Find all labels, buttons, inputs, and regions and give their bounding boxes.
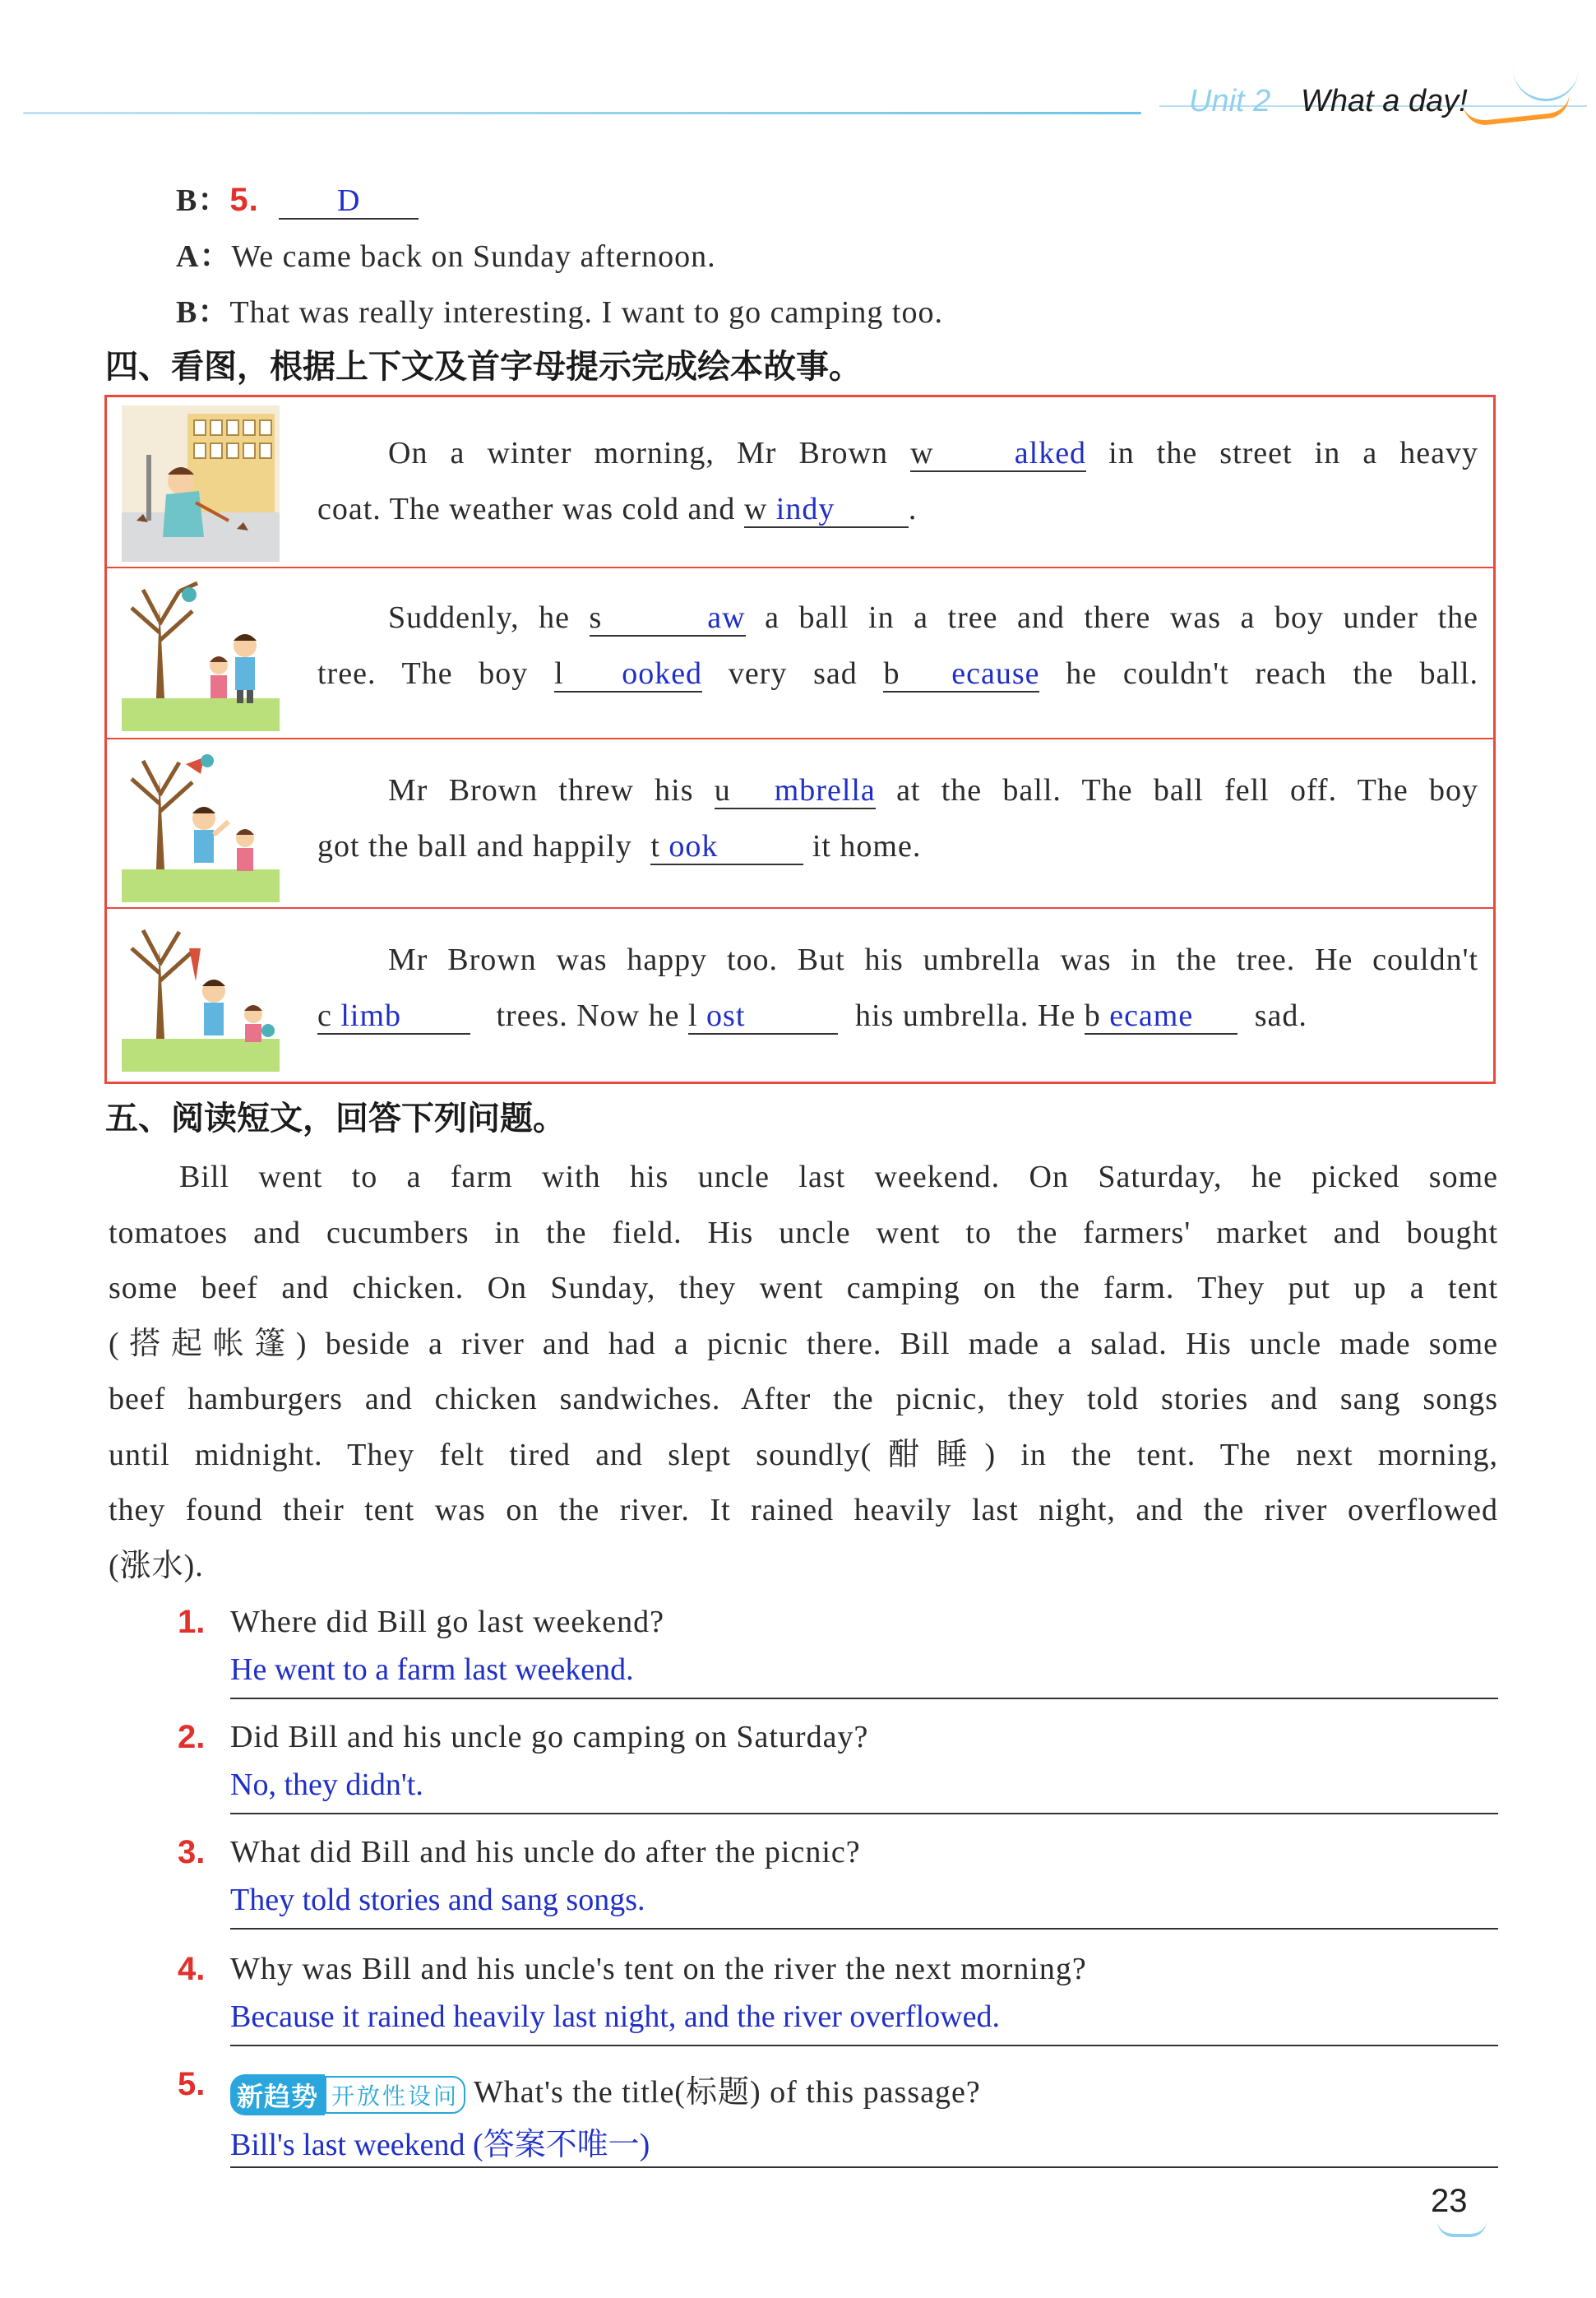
- answer-line: [230, 2166, 1498, 2168]
- blank-answer: ecame: [1109, 998, 1194, 1033]
- story-row-2: [107, 567, 1493, 738]
- story-text-part: Suddenly, he: [388, 600, 570, 635]
- blank-answer: ooked: [622, 656, 703, 691]
- page-number: 23: [1431, 2183, 1468, 2219]
- question-number: 3.: [178, 1834, 206, 1870]
- question-number: 5.: [178, 2066, 206, 2102]
- answer-blank: [317, 1000, 470, 1035]
- illustration-man-walking: [122, 405, 280, 562]
- answer-blank: [590, 602, 746, 637]
- answer-blank: [910, 438, 1086, 472]
- answer-blank: [715, 775, 876, 809]
- answer-blank: [650, 831, 803, 865]
- dialogue-b5: [176, 174, 419, 220]
- answer-blank: [744, 493, 909, 528]
- illustration-umbrella-stuck: [122, 915, 280, 1072]
- story-text-part: got the ball and happily: [317, 829, 632, 864]
- dialogue-b: [176, 286, 943, 331]
- story-text-2: [317, 590, 1478, 702]
- passage-line: until midnight. They felt tired and slept soundly(酣睡) in the tent. The next morning,: [109, 1437, 1498, 1472]
- story-text-part: Mr Brown threw his: [388, 773, 694, 808]
- blank-answer: ost: [706, 998, 746, 1033]
- question-number: 4.: [178, 1951, 206, 1987]
- story-text-part: at the ball. The ball fell off. The boy: [896, 773, 1478, 808]
- question-5: [178, 2066, 1498, 2173]
- answer-blank: [1085, 1000, 1237, 1035]
- trend-badge: 新趋势: [230, 2074, 325, 2115]
- story-text-part: very sad: [728, 656, 858, 691]
- hint-letter: s: [589, 600, 603, 635]
- speaker-label: B：: [176, 183, 230, 218]
- passage-line: Bill went to a farm with his uncle last weekend. On Saturday, he picked some: [179, 1160, 1498, 1194]
- blank-answer: indy: [775, 492, 835, 526]
- blank-answer: alked: [1014, 436, 1087, 470]
- hint-letter: b: [883, 656, 900, 691]
- passage-line: beef hamburgers and chicken sandwiches. After the picnic, they told stories and sang songs: [109, 1382, 1498, 1416]
- answer-line: [230, 1928, 1498, 1930]
- illustration-ball-in-tree: [122, 575, 280, 731]
- answer-line: [230, 1698, 1498, 1699]
- question-text: Did Bill and his uncle go camping on Saturday?: [230, 1720, 869, 1754]
- passage-line: (涨水).: [109, 1548, 204, 1583]
- dialogue-text: We came back on Sunday afternoon.: [231, 239, 716, 274]
- question-answer: Bill's last weekend (答案不唯一): [230, 2128, 650, 2162]
- question-number: 1.: [178, 1604, 206, 1640]
- answer-line: [230, 2045, 1498, 2046]
- question-answer: They told stories and sang songs.: [230, 1883, 645, 1917]
- question-text: Where did Bill go last weekend?: [230, 1605, 665, 1639]
- story-text-part: his umbrella. He: [854, 998, 1076, 1033]
- dialogue-text: That was really interesting. I want to go camping too.: [229, 295, 943, 330]
- question-1: [178, 1604, 1498, 1703]
- story-text-part: .: [908, 492, 918, 526]
- hint-letter: l: [687, 998, 698, 1033]
- blank-answer: mbrella: [774, 773, 876, 808]
- question-text: What did Bill and his uncle do after the picnic?: [230, 1835, 861, 1869]
- illustration-umbrella-throw: [122, 746, 280, 902]
- question-text: What's the title(标题) of this passage?: [473, 2075, 981, 2110]
- hint-letter: w: [743, 492, 768, 526]
- story-text-part: sad.: [1254, 998, 1307, 1033]
- reading-passage: [109, 1150, 1498, 1594]
- story-box: [104, 395, 1496, 1084]
- story-row-1: [107, 397, 1493, 567]
- story-text-part: trees. Now he: [496, 998, 680, 1033]
- blank-answer: ook: [668, 829, 719, 864]
- hint-letter: w: [910, 436, 934, 470]
- passage-line: (搭起帐篷) beside a river and had a picnic there. Bill made a salad. His uncle made some: [109, 1326, 1498, 1361]
- story-text-3: [317, 762, 1478, 874]
- answer-blank: [688, 1000, 838, 1035]
- answer-line: [230, 1813, 1498, 1814]
- blank-answer: aw: [707, 600, 746, 635]
- header-title: What a day!: [1301, 84, 1468, 118]
- question-text-row: [230, 2066, 981, 2115]
- question-answer: Because it rained heavily last night, and the river overflowed.: [230, 1999, 1000, 2034]
- open-question-badge: 开放性设问: [325, 2076, 465, 2114]
- answer-blank: D: [279, 185, 419, 220]
- hint-letter: l: [554, 656, 564, 691]
- story-text-1: [317, 425, 1478, 537]
- story-text-part: a ball in a tree and there was a boy under the: [765, 600, 1478, 635]
- section4-title: 四、看图，根据上下文及首字母提示完成绘本故事。: [105, 348, 862, 386]
- speaker-label: A：: [176, 239, 232, 274]
- question-text: Why was Bill and his uncle's tent on the river the next morning?: [230, 1952, 1087, 1986]
- passage-line: tomatoes and cucumbers in the field. His uncle went to the farmers' market and bought: [109, 1215, 1498, 1250]
- story-row-3: [107, 738, 1493, 907]
- page-number-decoration: [1437, 2221, 1487, 2237]
- blank-answer: ecause: [951, 656, 1040, 691]
- dialogue-a: [176, 230, 716, 276]
- story-text-part: it home.: [812, 829, 922, 864]
- header-unit: Unit 2: [1189, 84, 1271, 118]
- answer-blank: [554, 658, 702, 693]
- question-number: 5.: [229, 182, 259, 218]
- story-text-part: tree. The boy: [317, 656, 529, 691]
- blank-answer: limb: [340, 998, 402, 1033]
- hint-letter: t: [650, 829, 660, 864]
- story-text-4: [317, 932, 1478, 1044]
- story-text-part: coat. The weather was cold and: [317, 492, 736, 526]
- question-answer: He went to a farm last weekend.: [230, 1652, 634, 1687]
- question-2: [178, 1719, 1498, 1818]
- story-text-part: in the street in a heavy: [1108, 436, 1479, 470]
- story-row-4: [107, 907, 1493, 1082]
- hint-letter: c: [317, 998, 332, 1033]
- question-4: [178, 1951, 1498, 2050]
- question-3: [178, 1834, 1498, 1933]
- story-text-part: Mr Brown was happy too. But his umbrella was in the tree. He couldn't: [388, 943, 1478, 977]
- passage-line: some beef and chicken. On Sunday, they went camping on the farm. They put up a tent: [109, 1271, 1498, 1305]
- passage-line: they found their tent was on the river. It rained heavily last night, and the river overflowed: [109, 1493, 1498, 1527]
- question-answer: No, they didn't.: [230, 1768, 423, 1802]
- hint-letter: u: [714, 773, 731, 808]
- hint-letter: b: [1084, 998, 1101, 1033]
- story-text-part: On a winter morning, Mr Brown: [388, 436, 888, 470]
- speaker-label: B：: [176, 295, 230, 330]
- section5-title: 五、阅读短文，回答下列问题。: [105, 1100, 566, 1137]
- header-rule: [23, 112, 1141, 114]
- answer-blank: [883, 658, 1039, 693]
- story-text-part: he couldn't reach the ball.: [1066, 656, 1479, 691]
- question-number: 2.: [178, 1719, 206, 1755]
